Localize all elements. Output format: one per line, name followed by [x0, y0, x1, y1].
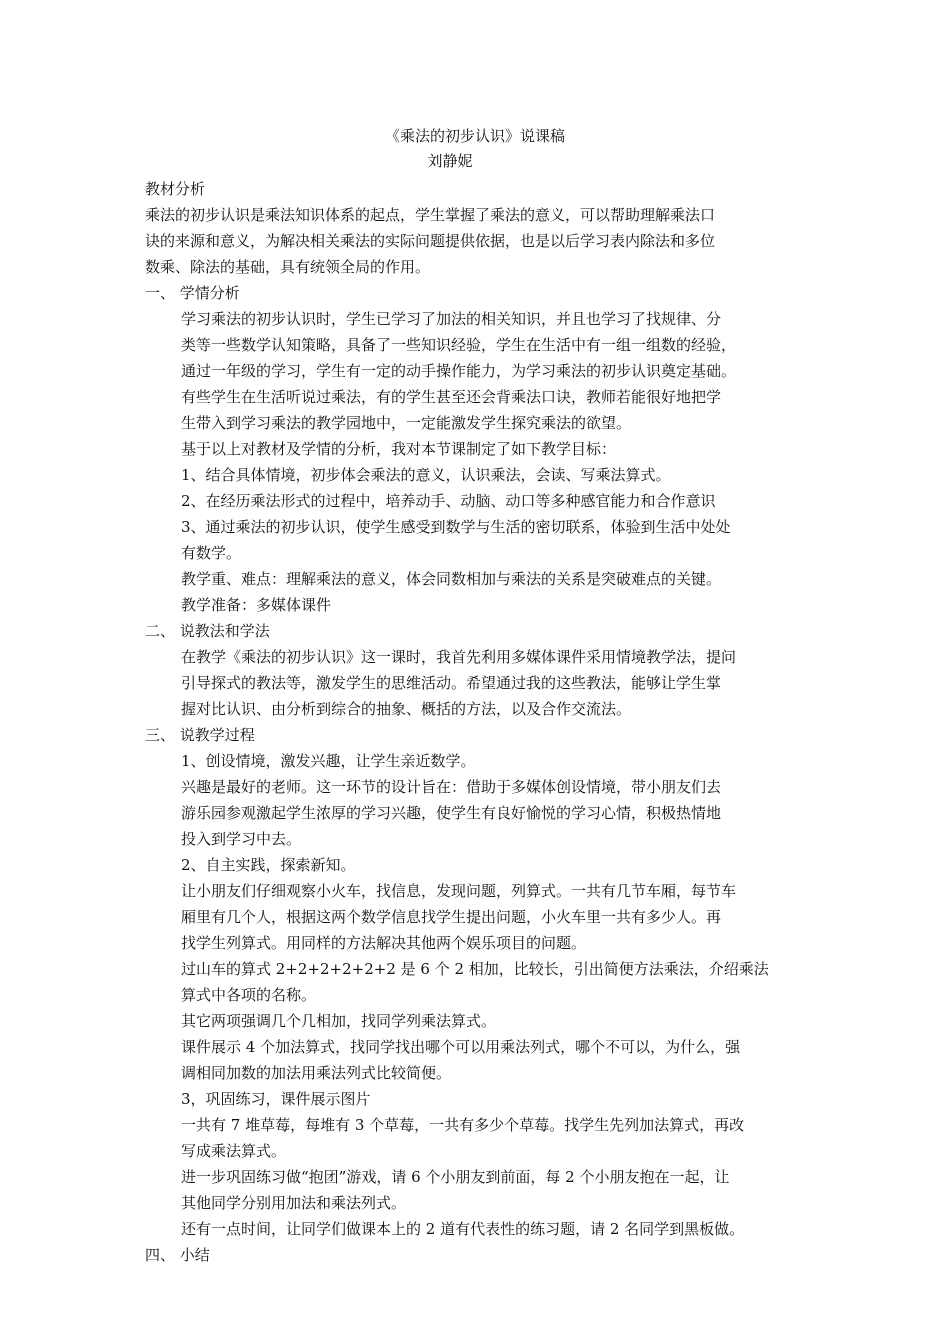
text-line: 课件展示 4 个加法算式，找同学找出哪个可以用乘法列式，哪个不可以，为什么，强 — [181, 1038, 741, 1056]
author-name: 刘静妮 — [427, 152, 473, 170]
document-author — [0, 148, 950, 174]
text-line: 类等一些数学认知策略，具备了一些知识经验，学生在生活中有一组一组数的经验， — [181, 336, 737, 354]
text-line: 其它两项强调几个几相加，找同学列乘法算式。 — [181, 1012, 497, 1030]
text-line: 过山车的算式 2+2+2+2+2+2 是 6 个 2 相加，比较长，引出简便方法乘法，介绍乘法 — [181, 960, 769, 978]
text-line: 找学生列算式。用同样的方法解决其他两个娱乐项目的问题。 — [181, 934, 587, 952]
text-line: 在教学《乘法的初步认识》这一课时，我首先利用多媒体课件采用情境教学法，提问 — [181, 648, 737, 666]
text-line: 数乘、除法的基础，具有统领全局的作用。 — [145, 258, 431, 276]
text-line: 进一步巩固练习做“抱团”游戏，请 6 个小朋友到前面，每 2 个小朋友抱在一起，让 — [181, 1168, 730, 1186]
text-line: 兴趣是最好的老师。这一环节的设计旨在：借助于多媒体创设情境，带小朋友们去 — [181, 778, 722, 796]
text-line: 让小朋友们仔细观察小火车，找信息，发现问题，列算式。一共有几节车厢，每节车 — [181, 882, 737, 900]
text-line: 通过一年级的学习，学生有一定的动手操作能力，为学习乘法的初步认识奠定基础。 — [181, 362, 737, 380]
text-line: 有数学。 — [181, 544, 242, 562]
text-line: 教材分析 — [145, 180, 206, 198]
text-line: 2、自主实践，探索新知。 — [181, 856, 356, 874]
text-line: 诀的来源和意义，为解决相关乘法的实际问题提供依据，也是以后学习表内除法和多位 — [145, 232, 716, 250]
text-line: 教学重、难点：理解乘法的意义，体会同数相加与乘法的关系是突破难点的关键。 — [181, 570, 722, 588]
text-line: 厢里有几个人，根据这两个数学信息找学生提出问题，小火车里一共有多少人。再 — [181, 908, 722, 926]
text-line: 二、 说教法和学法 — [145, 622, 270, 640]
text-line: 乘法的初步认识是乘法知识体系的起点，学生掌握了乘法的意义，可以帮助理解乘法口 — [145, 206, 716, 224]
text-line: 引导探式的教法等，激发学生的思维活动。希望通过我的这些教法，能够让学生掌 — [181, 674, 722, 692]
text-line: 其他同学分别用加法和乘法列式。 — [181, 1194, 407, 1212]
text-line: 还有一点时间，让同学们做课本上的 2 道有代表性的练习题，请 2 名同学到黑板做。 — [181, 1220, 745, 1238]
text-line: 1、结合具体情境，初步体会乘法的意义，认识乘法，会读、写乘法算式。 — [181, 466, 671, 484]
text-line: 游乐园参观激起学生浓厚的学习兴趣，使学生有良好愉悦的学习心情，积极热情地 — [181, 804, 722, 822]
text-line: 三、 说教学过程 — [145, 726, 255, 744]
text-line: 四、 小结 — [145, 1246, 210, 1264]
text-line: 生带入到学习乘法的教学园地中，一定能激发学生探究乘法的欲望。 — [181, 414, 632, 432]
text-line: 有些学生在生活听说过乘法，有的学生甚至还会背乘法口诀，教师若能很好地把学 — [181, 388, 722, 406]
text-line: 学习乘法的初步认识时，学生已学习了加法的相关知识，并且也学习了找规律、分 — [181, 310, 722, 328]
document-title: 《乘法的初步认识》说课稿 — [384, 127, 565, 145]
text-line: 调相同加数的加法用乘法列式比较简便。 — [181, 1064, 452, 1082]
text-line: 基于以上对教材及学情的分析，我对本节课制定了如下教学目标： — [181, 440, 617, 458]
text-line: 一、 学情分析 — [145, 284, 240, 302]
text-line: 算式中各项的名称。 — [181, 986, 317, 1004]
text-line: 3、通过乘法的初步认识，使学生感受到数学与生活的密切联系，体验到生活中处处 — [181, 518, 731, 536]
document-body — [145, 176, 815, 1268]
text-line: 投入到学习中去。 — [181, 830, 302, 848]
text-line: 教学准备：多媒体课件 — [181, 596, 332, 614]
text-line: 1、创设情境，激发兴趣，让学生亲近数学。 — [181, 752, 476, 770]
text-line: 3，巩固练习，课件展示图片 — [181, 1090, 371, 1108]
text-line: 握对比认识、由分析到综合的抽象、概括的方法，以及合作交流法。 — [181, 700, 632, 718]
text-line: 写成乘法算式。 — [181, 1142, 287, 1160]
text-line: 一共有 7 堆草莓，每堆有 3 个草莓，一共有多少个草莓。找学生先列加法算式，再改 — [181, 1116, 745, 1134]
text-line: 2、在经历乘法形式的过程中，培养动手、动脑、动口等多种感官能力和合作意识 — [181, 492, 716, 510]
